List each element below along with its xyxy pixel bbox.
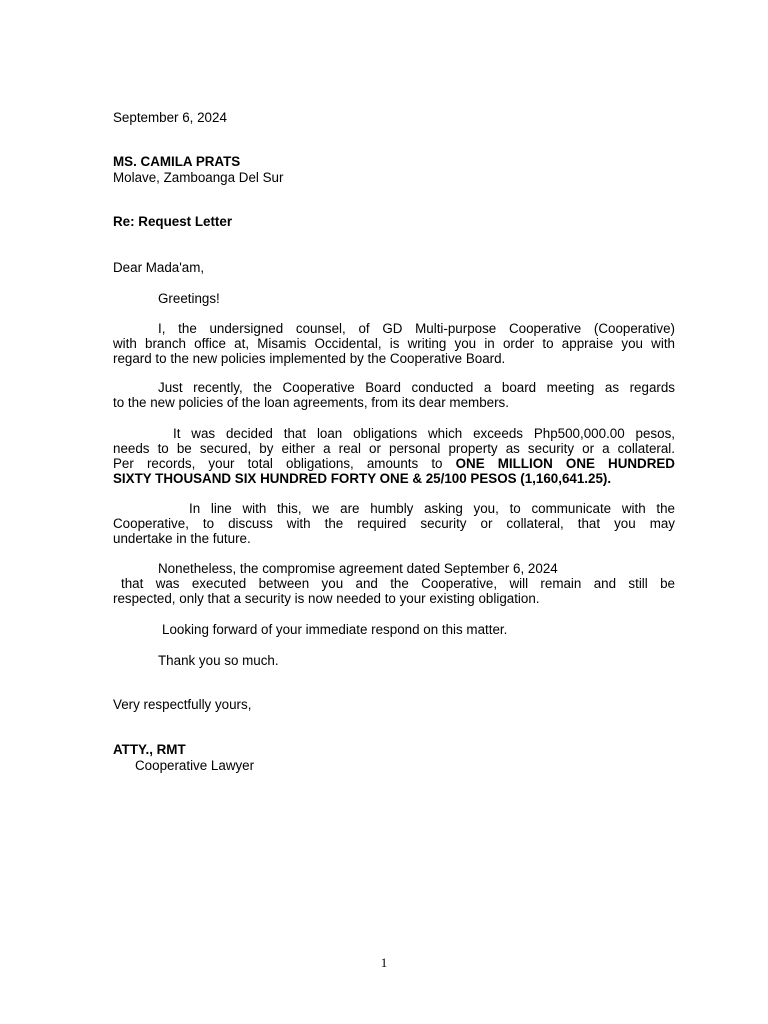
paragraph-1-line-1: I, the undersigned counsel, of GD Multi-purpose Cooperative (Cooperative) xyxy=(158,321,675,336)
paragraph-4 xyxy=(113,501,675,546)
paragraph-3-line-3-text: Per records, your total obligations, amounts to xyxy=(113,456,443,471)
paragraph-2 xyxy=(113,380,675,410)
paragraph-3-line-1: It was decided that loan obligations which exceeds Php500,000.00 pesos, xyxy=(173,426,675,441)
letter-date: September 6, 2024 xyxy=(113,110,227,125)
subject-line: Re: Request Letter xyxy=(113,214,233,229)
signatory-name: ATTY., RMT xyxy=(113,742,186,757)
paragraph-2-line-2: to the new policies of the loan agreements, from its dear members. xyxy=(113,395,509,410)
salutation: Dear Mada'am, xyxy=(113,260,205,275)
thanks-line: Thank you so much. xyxy=(158,653,279,668)
total-obligation-words-part-2: SIXTY THOUSAND SIX HUNDRED FORTY ONE & 25/100 PESOS (1,160,641.25). xyxy=(113,471,612,486)
paragraph-5 xyxy=(113,576,675,606)
paragraph-5-line-2: that was executed between you and the Cooperative, will remain and still be xyxy=(121,576,675,591)
paragraph-6: Looking forward of your immediate respond on this matter. xyxy=(162,622,508,637)
paragraph-3-line-2: needs to be secured, by either a real or personal property as security or a collateral. xyxy=(113,441,675,456)
paragraph-5-line-3: respected, only that a security is now needed to your existing obligation. xyxy=(113,591,540,606)
paragraph-1-line-3: regard to the new policies implemented by the Cooperative Board. xyxy=(113,351,506,366)
paragraph-1-line-2: with branch office at, Misamis Occidental, is writing you in order to appraise you with xyxy=(113,336,675,351)
paragraph-1 xyxy=(113,321,675,366)
paragraph-4-line-1: In line with this, we are humbly asking you, to communicate with the xyxy=(189,501,675,516)
closing: Very respectfully yours, xyxy=(113,697,252,712)
greeting: Greetings! xyxy=(158,291,220,306)
recipient-name: MS. CAMILA PRATS xyxy=(113,154,241,169)
paragraph-3 xyxy=(113,426,675,486)
total-obligation-words-part-1: ONE MILLION ONE HUNDRED xyxy=(455,456,675,471)
recipient-address: Molave, Zamboanga Del Sur xyxy=(113,170,284,185)
signatory-title: Cooperative Lawyer xyxy=(135,758,255,773)
paragraph-4-line-2: Cooperative, to discuss with the required security or collateral, that you may xyxy=(113,516,675,531)
paragraph-2-line-1: Just recently, the Cooperative Board conducted a board meeting as regards xyxy=(158,380,675,395)
paragraph-4-line-3: undertake in the future. xyxy=(113,531,251,546)
paragraph-5-line-1: Nonetheless, the compromise agreement dated September 6, 2024 xyxy=(158,561,558,576)
page-number: 1 xyxy=(380,955,388,970)
paragraph-3-line-3 xyxy=(113,456,675,471)
